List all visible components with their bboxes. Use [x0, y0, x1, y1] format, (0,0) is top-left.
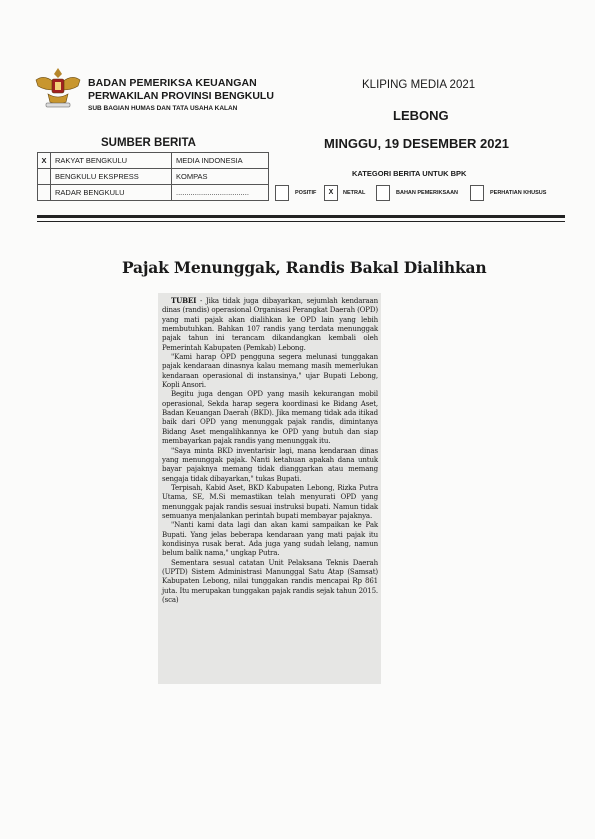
garuda-emblem-icon [34, 64, 82, 110]
article-paragraph: Begitu juga dengan OPD yang masih kekurangan mobil operasional, Sekda harap segera koordinasi ke Bidang Aset, Badan Keuangan Daerah (BKD). Jika memang tidak ada itikad baik dari OPD yang menunggak pajak randis, dimintanya Bidang Aset mengalihkannya ke OPD yang butuh dan siap membayarkan pajak randis yang menunggak itu. [162, 389, 378, 446]
category-bahan-pemeriksaan [376, 185, 458, 200]
source-name: BENGKULU EKSPRESS [51, 169, 172, 185]
category-label: BAHAN PEMERIKSAAN [396, 189, 459, 196]
article-paragraph: "Kami harap OPD pengguna segera melunasi tunggakan pajak kendaraan dinasnya kalau memang masih memerlukan kendaraan operasional di instansinya," ujar Bupati Lebong, Kopli Ansori. [162, 352, 378, 390]
source-check [38, 169, 51, 185]
sources-title: SUMBER BERITA [101, 137, 196, 149]
category-checkbox [275, 185, 289, 201]
source-row [38, 185, 269, 201]
article-paragraph [162, 296, 378, 352]
source-name: RADAR BENGKULU [51, 185, 172, 201]
org-branch: PERWAKILAN PROVINSI BENGKULU [88, 90, 274, 102]
article-paragraph: Terpisah, Kabid Aset, BKD Kabupaten Lebong, Rizka Putra Utama, SE, M.Si memastikan telah menyurati OPD yang menunggak pajak randis sesuai instruksi bupati. Namun tidak semuanya menjalankan perintah bupati membayar pajaknya. [162, 482, 378, 520]
source-name: RAKYAT BENGKULU [51, 153, 172, 169]
category-label: POSITIF [295, 189, 317, 196]
category-perhatian-khusus [470, 185, 546, 200]
category-label: NETRAL [343, 189, 366, 196]
date-label: MINGGU, 19 DESEMBER 2021 [324, 136, 509, 151]
category-label: PERHATIAN KHUSUS [490, 189, 547, 196]
region-label: LEBONG [393, 108, 449, 123]
source-check: X [38, 153, 51, 169]
source-name: ................................... [172, 185, 269, 201]
sources-table [37, 152, 269, 201]
category-checkbox [470, 185, 484, 201]
article-headline: Pajak Menunggak, Randis Bakal Dialihkan [122, 258, 487, 277]
source-row [38, 169, 269, 185]
category-checkbox: X [324, 185, 338, 201]
org-name: BADAN PEMERIKSA KEUANGAN [88, 77, 257, 89]
org-subdivision: SUB BAGIAN HUMAS DAN TATA USAHA KALAN [88, 105, 238, 112]
source-check [38, 185, 51, 201]
category-title: KATEGORI BERITA UNTUK BPK [352, 169, 467, 178]
category-checkbox [376, 185, 390, 201]
source-name: MEDIA INDONESIA [172, 153, 269, 169]
category-netral [324, 185, 365, 200]
article-lead: - Jika tidak juga dibayarkan, sejumlah kendaraan dinas (randis) operasional Organisasi Perangkat Daerah (OPD) yang mati pajak akan dialihkan ke OPD lain yang lebih membutuhkan. Bahkan 107 randis yang terdata menunggak pajak tahun ini terancam dikandangkan kembali oleh Pemerintah Kabupaten (Pemkab) Lebong. [162, 296, 378, 352]
kliping-label: KLIPING MEDIA 2021 [362, 79, 476, 91]
article-paragraph: "Saya minta BKD inventarisir lagi, mana kendaraan dinas yang menunggak pajak. Nanti ketahuan apakah dana untuk bayar pajaknya memang tidak dianggarkan atau memang sengaja tidak dibayarkan," tukas Bupati. [162, 445, 378, 483]
source-row [38, 153, 269, 169]
header-divider [37, 215, 565, 218]
category-positif [275, 185, 316, 200]
source-name: KOMPAS [172, 169, 269, 185]
article-paragraph: "Nanti kami data lagi dan akan kami sampaikan ke Pak Bupati. Yang jelas beberapa kendaraan yang mati pajak itu kondisinya rusak berat. Ada juga yang sudah lelang, namun belum balik nama," ungkap Putra. [162, 520, 378, 558]
article-body [158, 293, 381, 684]
article-paragraph: Sementara sesual catatan Unit Pelaksana Teknis Daerah (UPTD) Sistem Administrasi Manunggal Satu Atap (Samsat) Kabupaten Lebong, nilai tunggakan randis mencapai Rp 861 juta. Itu merupakan tunggakan pajak randis sejak tahun 2015. (sca) [162, 557, 378, 604]
article-dateline: TUBEI [171, 296, 197, 305]
header-divider-thin [37, 221, 565, 222]
